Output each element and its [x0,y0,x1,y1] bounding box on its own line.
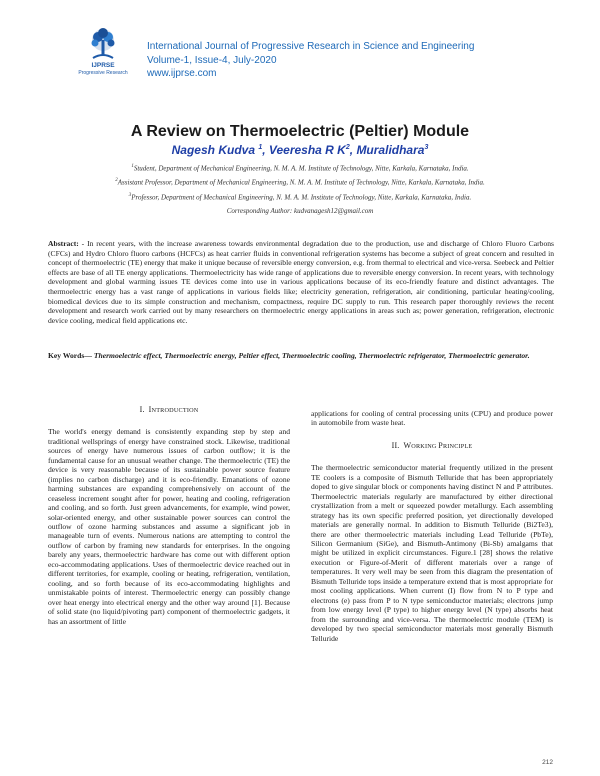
journal-volume: Volume-1, Issue-4, July-2020 [147,54,277,66]
journal-logo [58,28,148,88]
author-name: Muralidhara [356,143,425,157]
author-name: Nagesh Kudva [171,143,259,157]
page-number: 212 [542,759,553,766]
section-heading-working-principle: II. WORKING PRINCIPLE [391,440,473,450]
author-list: Nagesh Kudva $^1$, Veeresha R $K^2$, Muralidhara$^3$ [171,143,429,157]
paper-title: A Review on Thermoelectric (Peltier) Module [130,123,470,140]
affiliation-3: $^3$Professor, Department of Mechanical Engineering, N. M. A. M. Institute of Technology, Nitte, Karkala, Karnataka, India. [128,193,472,202]
journal-info [147,40,474,81]
abstract-text: - In recent years, with the increase awareness towards environmental degradation due to the production, use and discharge of Chloro Fluoro Carbons (CFCs) and Hydro Chloro fluoro carbons (HCFCs) as heat carrier fluids in conventional refrigeration systems has become a subject of great concern and resulted in concept of thermoelectric (TE) energy that make it unique because of reversible energy conversion, e.g. from thermal to electrical and vice-versa. Seebeck and Peltier effects are base of all TE energy applications. Thermoelectricity has wide range of applications due to reversible energy conversion. In recent years, with technology development and global warming issues TE devices come into use in various applications because of its eco-friendly feature and distinct advantages. The thermoelectric energy has a vast range of applications in various fields like; electricity generation, refrigeration, air conditioning, particular heating/cooling, biomedical devices due to its simple construction and mechanism, compactness, require DC supply to run. This research paper thoroughly reviews the recent development and research work carried out by many researchers on thermoelectric energy applications in areas such as; power generation, refrigeration, electronic device cooling, medical field applications etc. [48,239,554,325]
keywords [48,351,554,361]
author-sup: 1 [258,144,263,151]
introduction-text: The world's energy demand is consistently expanding step by step and traditional wellsprings of energy have constrained stock. Likewise, traditional sources of energy have numerous issues of carbon outflow; it is the fundamental cause for an unusual weather change. The thermoelectric (TE) the device is very reasonable because of its sustainable power source feature (implies no carbon discharge) and it is eco-friendly. Emanations of ozone harming substances are expanding comprehensively on account of the ceaseless increment sought after for power, heating and cooling, refrigeration and cooling, and so forth. Just green advancements, for example, wind power, solar-oriented energy, and other sustainable power sources can control the outflow of ozone harming substances and assume a significant job in manageable turn of events. Numerous nations are attempting to control the outflow of carbon by framing new standards for enterprises. In the ongoing barely any years, thermoelectric hardware has come out with different option eco-accommodating applications. Uses of thermoelectric device reached out in different territories, for example, cooling or heating, refrigeration, ventilation, cooling, and so forth because of its eco-accommodating highlights and unmistakable points of interest. Thermoelectric energy can possibly change over heat energy into electrical energy and the other way around [1]. Because of solid state (no liquid/pivoting part) component of thermoelectric gadgets, it has an assortment of little [48,427,290,626]
section-heading-introduction: I. INTRODUCTION [139,405,199,414]
journal-url[interactable]: www.ijprse.com [147,68,217,79]
abstract-label: Abstract: [48,239,79,248]
keywords-text: Thermoelectric effect, Thermoelectric energy, Peltier effect, Thermoelectric cooling, Thermoelectric refrigerator, Thermoelectric generator. [93,351,530,360]
author-name: Veeresha R K [268,143,346,157]
left-column [48,405,290,626]
author-sup: 2 [345,144,350,151]
right-column [311,409,553,643]
affiliation-2: $^2$Assistant Professor, Department of Mechanical Engineering, N. M. A. M. Institute of Technology, Nitte, Karkala, Karnataka, India. [115,178,485,187]
working-principle-text: The thermoelectric semiconductor material frequently utilized in the present TE coolers is a composite of Bismuth Telluride that has been appropriately doped to give singular block or components having distinct N and P attributes. Thermoelectric materials regularly are manufactured by either directional crystallization from a melt or squeezed powder metallurgy. Each assembling strategy has its own specific preferred position, yet directionally developed materials are generally normal. In addition to Bismuth Telluride (Bi2Te3), there are other thermoelectric materials including Lead Telluride (PbTe), Silicon Germanium (SiGe), and Bismuth-Antimony (Bi-Sb) amalgams that might be utilized in explicit circumstances. Figure.1 [28] shows the relative execution or Figure-of-Merit of different materials over a range of temperatures. It very well may be seen from this diagram the presentation of Bismuth Telluride tops inside a temperature extend that is most appropriate for most cooling applications. When current (I) flow from N to P type and electrons (e) pass from P to N type semiconductor materials; electrons jump from low energy level (P type) to higher energy level (N type) absorbs heat from the surrounding and vice-versa. The thermoelectric module (TEM) is developed by two special semiconductor materials most generally Bismuth Telluride [311,463,553,643]
abstract [48,239,554,325]
affiliation-1: $^1$Student, Department of Mechanical Engineering, N. M. A. M. Institute of Technology, Nitte, Karkala, Karnataka, India. [131,164,469,173]
logo-name: IJPRSE [91,62,115,69]
journal-name: International Journal of Progressive Research in Science and Engineering [147,41,475,52]
introduction-continued: applications for cooling of central processing units (CPU) and produce power in automobile from waste heat. [311,409,553,428]
corresponding-author: Corresponding Author: kudvanagesh12@gmail.com [226,207,374,215]
tree-logo-icon [85,28,121,62]
journal-header [0,0,600,92]
author-sup: 3 [424,144,429,151]
logo-subtitle: Progressive Research [78,70,128,76]
keywords-label: Key Words— [48,351,94,360]
